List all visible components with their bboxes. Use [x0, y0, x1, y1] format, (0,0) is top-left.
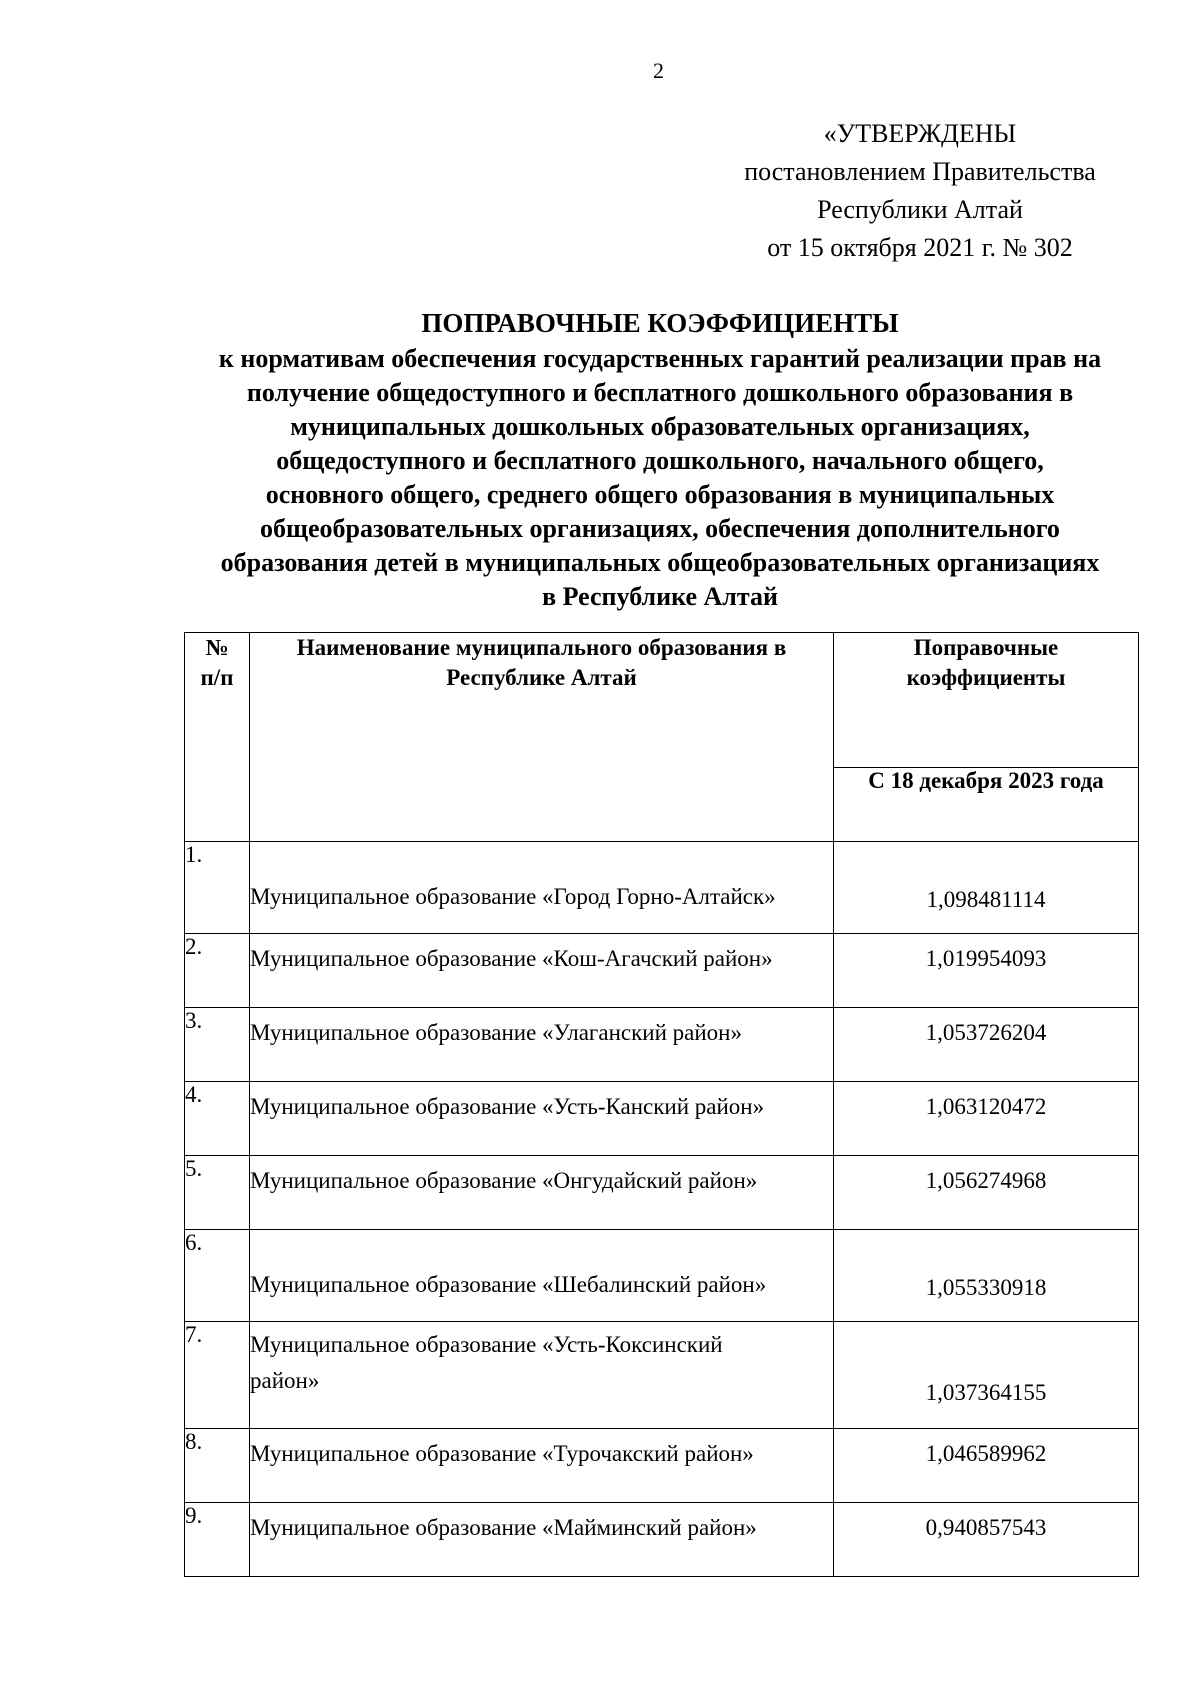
title-line-1: к нормативам обеспечения государственных гарантий реализации прав на	[218, 344, 1102, 373]
title-line-6: общеобразовательных организациях, обеспечения дополнительного	[260, 514, 1060, 543]
row-value: 0,940857543	[834, 1503, 1139, 1577]
table-header-row	[185, 633, 1139, 768]
row-name: Муниципальное образование «Кош-Агачский район»	[250, 934, 834, 1008]
approval-line-1: «УТВЕРЖДЕНЫ	[823, 119, 1017, 148]
header-number-line-1: №	[205, 635, 229, 660]
page-number: 2	[653, 58, 664, 83]
row-name: Муниципальное образование «Онгудайский район»	[250, 1156, 834, 1230]
coefficients-table	[184, 632, 1139, 1577]
approval-stamp	[700, 115, 1140, 267]
row-number: 5.	[185, 1156, 250, 1230]
header-name	[250, 633, 834, 842]
approval-line-4: от 15 октября 2021 г. № 302	[767, 233, 1073, 262]
title-line-3: муниципальных дошкольных образовательных организациях,	[290, 412, 1030, 441]
table-row	[185, 1429, 1139, 1503]
title-line-2: получение общедоступного и бесплатного дошкольного образования в	[246, 378, 1074, 407]
header-coef-line-2: коэффициенты	[906, 665, 1066, 690]
row-value: 1,063120472	[834, 1082, 1139, 1156]
row-value: 1,037364155	[834, 1322, 1139, 1429]
table-row	[185, 842, 1139, 934]
table-row	[185, 1156, 1139, 1230]
row-value: 1,056274968	[834, 1156, 1139, 1230]
row-name: Муниципальное образование «Усть-Канский район»	[250, 1082, 834, 1156]
title-line-7: образования детей в муниципальных общеобразовательных организациях	[220, 548, 1100, 577]
row-name: Муниципальное образование «Турочакский район»	[250, 1429, 834, 1503]
row-name-line-1: Муниципальное образование «Усть-Коксинский	[250, 1332, 723, 1357]
table-row	[185, 1322, 1139, 1429]
row-name: Муниципальное образование «Шебалинский район»	[250, 1230, 834, 1322]
table-row	[185, 934, 1139, 1008]
row-name-line-2: район»	[250, 1368, 320, 1393]
title-line-8: в Республике Алтай	[542, 582, 778, 611]
row-name: Муниципальное образование «Улаганский район»	[250, 1008, 834, 1082]
row-number: 6.	[185, 1230, 250, 1322]
row-number: 2.	[185, 934, 250, 1008]
header-coefficients	[834, 633, 1139, 768]
header-number-line-2: п/п	[200, 665, 234, 690]
row-number: 7.	[185, 1322, 250, 1429]
document-title	[160, 304, 1160, 614]
header-date: С 18 декабря 2023 года	[834, 767, 1139, 841]
row-name: Муниципальное образование «Майминский район»	[250, 1503, 834, 1577]
title-line-5: основного общего, среднего общего образования в муниципальных	[265, 480, 1055, 509]
table-row	[185, 1230, 1139, 1322]
table-row	[185, 1082, 1139, 1156]
header-coef-line-1: Поправочные	[913, 635, 1059, 660]
row-name	[250, 1322, 834, 1429]
row-number: 8.	[185, 1429, 250, 1503]
title-main: ПОПРАВОЧНЫЕ КОЭФФИЦИЕНТЫ	[421, 308, 899, 338]
approval-line-2: постановлением Правительства	[744, 157, 1096, 186]
row-number: 9.	[185, 1503, 250, 1577]
row-value: 1,046589962	[834, 1429, 1139, 1503]
table-row	[185, 1008, 1139, 1082]
header-name-line-2: Республике Алтай	[446, 665, 637, 690]
header-name-line-1: Наименование муниципального образования в	[296, 635, 787, 660]
row-value: 1,055330918	[834, 1230, 1139, 1322]
row-name: Муниципальное образование «Город Горно-Алтайск»	[250, 842, 834, 934]
row-number: 3.	[185, 1008, 250, 1082]
row-value: 1,098481114	[834, 842, 1139, 934]
title-line-4: общедоступного и бесплатного дошкольного, начального общего,	[276, 446, 1044, 475]
row-value: 1,019954093	[834, 934, 1139, 1008]
row-number: 1.	[185, 842, 250, 934]
table-row	[185, 1503, 1139, 1577]
header-number	[185, 633, 250, 842]
row-value: 1,053726204	[834, 1008, 1139, 1082]
row-number: 4.	[185, 1082, 250, 1156]
approval-line-3: Республики Алтай	[817, 195, 1023, 224]
